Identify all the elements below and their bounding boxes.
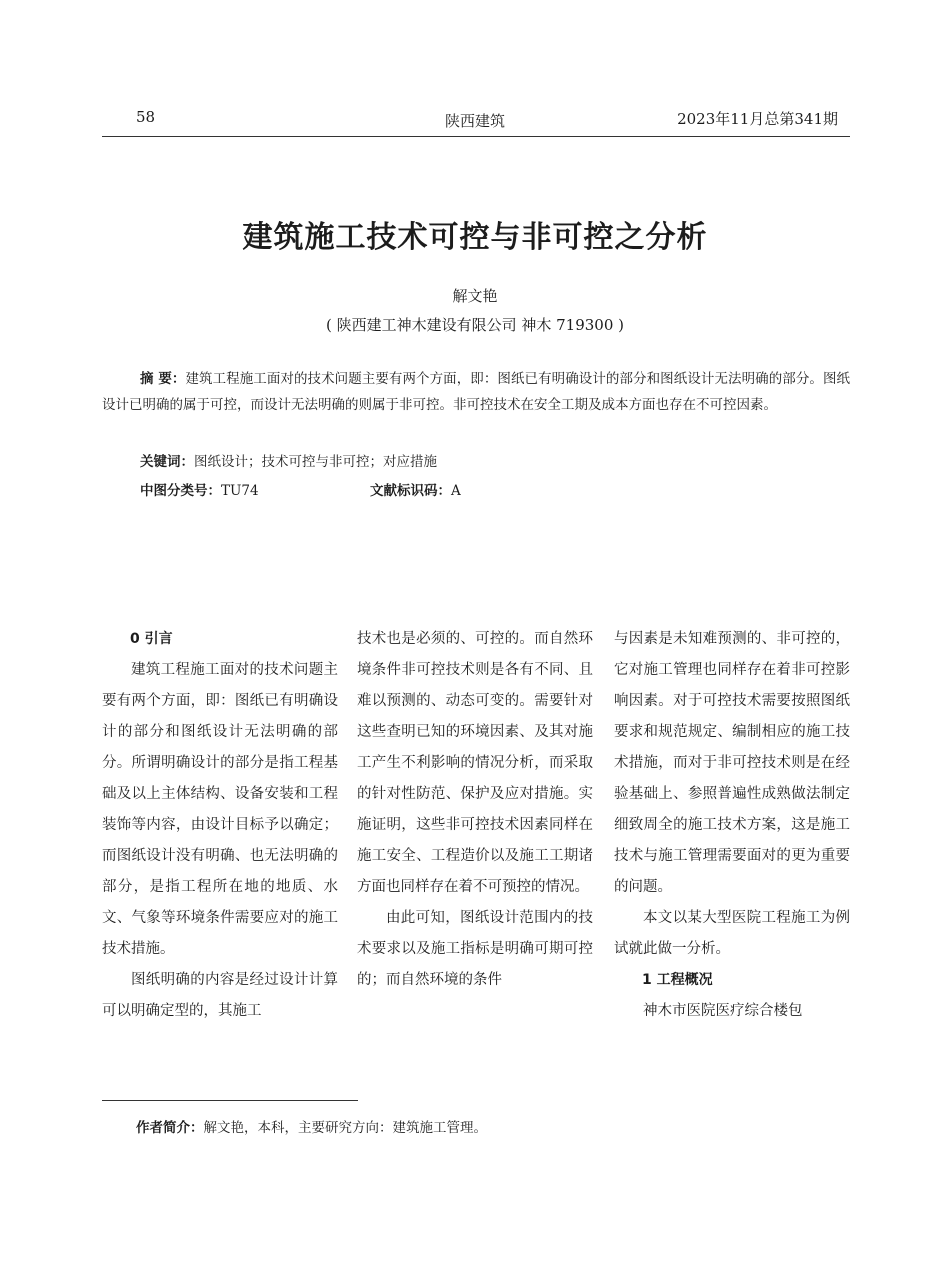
- keywords: [140, 450, 437, 470]
- body-column-1: [102, 624, 338, 1027]
- page-number: 58: [136, 108, 156, 126]
- body-column-2: [357, 624, 593, 996]
- paragraph: 与因素是未知难预测的、非可控的，它对施工管理也同样存在着非可控影响因素。对于可控技术需要按照图纸要求和规范规定、编制相应的施工技术措施，而对于非可控技术则是在经验基础上、参照普遍性成熟做法制定细致周全的施工技术方案，这是施工技术与施工管理需要面对的更为重要的问题。: [614, 631, 850, 895]
- paragraph: 技术也是必须的、可控的。而自然环境条件非可控技术则是各有不同、且难以预测的、动态可变的。需要针对这些查明已知的环境因素、及其对施工产生不利影响的情况分析，而采取的针对性防范、保护及应对措施。实施证明，这些非可控技术因素同样在施工安全、工程造价以及施工工期诸方面也同样存在着不可预控的情况。: [357, 631, 593, 895]
- footnote-text: 解文艳，本科，主要研究方向：建筑施工管理。: [203, 1120, 487, 1136]
- header-divider: [102, 136, 850, 137]
- author-footnote: [136, 1116, 487, 1136]
- issue-info: 2023年11月总第341期: [677, 110, 838, 128]
- section-heading-intro: 0 引言: [130, 631, 173, 647]
- paragraph: 神木市医院医疗综合楼包: [643, 1003, 803, 1019]
- body-column-3: [614, 624, 850, 1027]
- author-affiliation: ( 陕西建工神木建设有限公司 神木 719300 ): [325, 316, 625, 334]
- clc-number: [140, 479, 259, 499]
- doc-label: 文献标识码：: [370, 483, 451, 499]
- footnote-label: 作者简介：: [136, 1120, 204, 1136]
- clc-value: TU74: [221, 483, 259, 499]
- abstract-label: 摘 要：: [140, 371, 186, 387]
- article-title: 建筑施工技术可控与非可控之分析: [242, 220, 708, 255]
- document-code: [370, 479, 461, 499]
- paragraph: 图纸明确的内容是经过设计计算可以明确定型的，其施工: [102, 972, 338, 1019]
- clc-label: 中图分类号：: [140, 483, 221, 499]
- keywords-text: 图纸设计；技术可控与非可控；对应措施: [194, 454, 437, 470]
- abstract: [102, 366, 850, 418]
- paragraph: 由此可知，图纸设计范围内的技术要求以及施工指标是明确可期可控的；而自然环境的条件: [357, 910, 593, 988]
- paragraph: 建筑工程施工面对的技术问题主要有两个方面，即：图纸已有明确设计的部分和图纸设计无法明确的部分。所谓明确设计的部分是指工程基础及以上主体结构、设备安装和工程装饰等内容，由设计目标予以确定；而图纸设计没有明确、也无法明确的部分，是指工程所在地的地质、水文、气象等环境条件需要应对的施工技术措施。: [102, 662, 338, 957]
- abstract-text: 建筑工程施工面对的技术问题主要有两个方面，即：图纸已有明确设计的部分和图纸设计无法明确的部分。图纸设计已明确的属于可控，而设计无法明确的则属于非可控。非可控技术在安全工期及成本方面也存在不可控因素。: [102, 371, 851, 413]
- doc-value: A: [451, 483, 461, 499]
- section-heading-overview: 1 工程概况: [642, 972, 713, 988]
- journal-name: 陕西建筑: [444, 112, 505, 130]
- paragraph: 本文以某大型医院工程施工为例试就此做一分析。: [614, 910, 850, 957]
- keywords-label: 关键词：: [140, 454, 194, 470]
- footnote-divider: [102, 1100, 358, 1101]
- author-name: 解文艳: [452, 287, 498, 305]
